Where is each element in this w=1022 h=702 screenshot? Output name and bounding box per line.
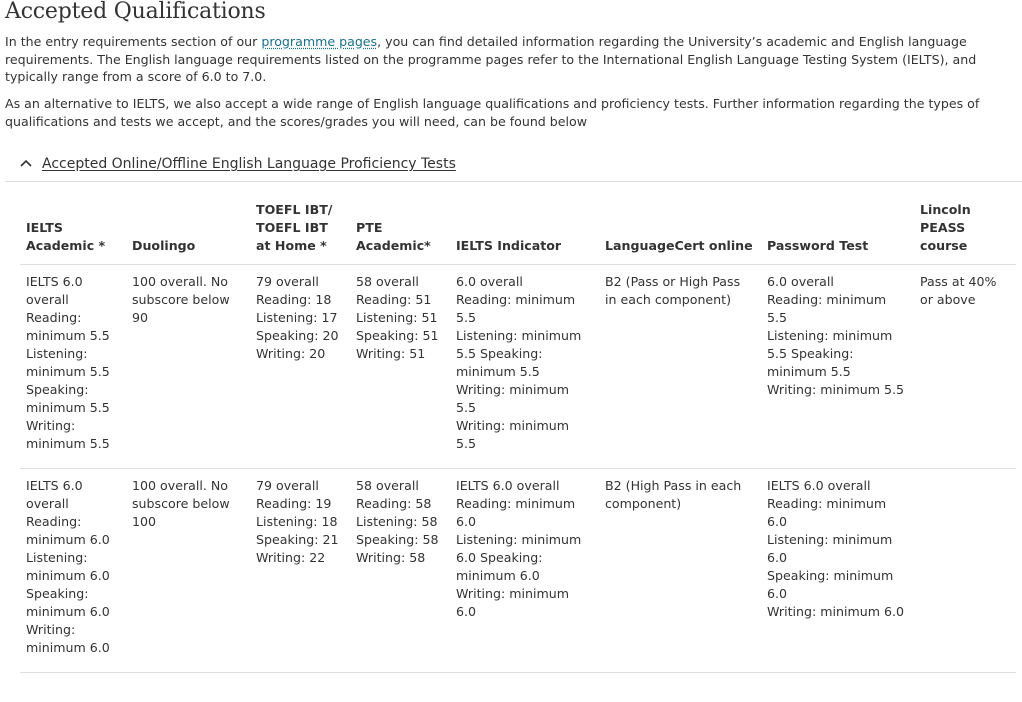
cell-text: Writing: minimum 5.5 (767, 382, 905, 397)
cell-text: Reading: minimum 5.5 (767, 292, 887, 325)
cell-text: Writing: 22 (256, 550, 326, 565)
table-cell (914, 265, 1016, 469)
cell-text: Listening: minimum 6.0 Speaking: minimum 6.0 (456, 532, 582, 583)
table-cell (126, 265, 250, 469)
cell-text: IELTS 6.0 overall (26, 274, 83, 307)
cell-text: Reading: 58 (356, 496, 432, 511)
cell-text: Listening: 58 (356, 514, 438, 529)
table-cell (599, 265, 761, 469)
cell-text: Reading: minimum 6.0 (767, 496, 887, 529)
cell-text: Speaking: 21 (256, 532, 339, 547)
cell-text: Writing: minimum 6.0 (26, 622, 110, 655)
cell-text: Writing: 58 (356, 550, 426, 565)
cell-text: Listening: minimum 5.5 (26, 346, 110, 379)
cell-text: Writing: 51 (356, 346, 426, 361)
cell-text: Reading: minimum 6.0 (456, 496, 576, 529)
chevron-up-icon (19, 157, 33, 169)
cell-text: 6.0 overall (456, 274, 523, 289)
accordion-toggle-proficiency-tests[interactable] (5, 150, 1022, 182)
cell-text: Reading: 51 (356, 292, 432, 307)
cell-text: 79 overall (256, 274, 319, 289)
cell-text: 6.0 overall (767, 274, 834, 289)
table-cell (250, 265, 350, 469)
cell-text: Reading: 18 (256, 292, 332, 307)
cell-text: IELTS 6.0 overall (26, 478, 83, 511)
table-cell (350, 265, 450, 469)
table-body (20, 265, 1016, 673)
accordion-title[interactable]: Accepted Online/Offline English Language Proficiency Tests (42, 156, 456, 172)
cell-text: Writing: 20 (256, 346, 326, 361)
column-header: TOEFL IBT/ TOEFL IBT at Home * (250, 199, 350, 265)
table-row (20, 469, 1016, 673)
column-header: Lincoln PEASS course (914, 199, 1016, 265)
intro-paragraph-1 (5, 33, 1005, 86)
cell-text: Listening: 17 (256, 310, 338, 325)
cell-text: 58 overall (356, 478, 419, 493)
cell-text: Listening: minimum 5.5 Speaking: minimum 5.5 (456, 328, 582, 379)
cell-text: Listening: 18 (256, 514, 338, 529)
column-header: IELTS Indicator (450, 199, 599, 265)
programme-pages-link[interactable]: programme pages (261, 34, 378, 49)
cell-text: Writing: minimum 5.5 (456, 382, 569, 415)
table-cell (350, 469, 450, 673)
cell-text: 58 overall (356, 274, 419, 289)
cell-text: B2 (Pass or High Pass in each component) (605, 274, 741, 307)
table-cell (250, 469, 350, 673)
table-header-row (20, 199, 1016, 265)
table-cell (450, 265, 599, 469)
cell-text: Reading: minimum 5.5 (456, 292, 576, 325)
cell-text: 100 overall. No subscore below 100 (132, 478, 230, 529)
cell-text: Reading: 19 (256, 496, 332, 511)
cell-text: Speaking: minimum 5.5 (26, 382, 110, 415)
page-title: Accepted Qualifications (5, 0, 266, 24)
cell-text: Writing: minimum 5.5 (456, 418, 569, 451)
cell-text: B2 (High Pass in each component) (605, 478, 742, 511)
table-cell (761, 469, 914, 673)
intro-paragraph-2: As an alternative to IELTS, we also accept a wide range of English language qualifications and proficiency tests. Further information regarding the types of qualifications and tests we accept, and the scores/grades you will need, can be found below (5, 96, 980, 129)
column-header: Password Test (761, 199, 914, 265)
table-cell (126, 469, 250, 673)
cell-text: Writing: minimum 6.0 (456, 586, 569, 619)
cell-text: Speaking: 20 (256, 328, 339, 343)
table-cell (20, 469, 126, 673)
cell-text: Reading: minimum 5.5 (26, 310, 110, 343)
table-head (20, 199, 1016, 265)
table-cell (761, 265, 914, 469)
cell-text: Speaking: minimum 6.0 (26, 586, 110, 619)
cell-text: Reading: minimum 6.0 (26, 514, 110, 547)
cell-text: Listening: minimum 6.0 (26, 550, 110, 583)
table-cell (450, 469, 599, 673)
intro-text-before-link: In the entry requirements section of our (5, 34, 262, 49)
intro-text-after-link: , you can find detailed information regarding the University’s academic and English language requirements. The English language requirements listed on the programme pages refer to the International English Language Testing System (IELTS), and typically range from a score of 6.0 to 7.0. (5, 34, 977, 84)
cell-text: Speaking: 51 (356, 328, 439, 343)
cell-text: Listening: minimum 5.5 Speaking: minimum 5.5 (767, 328, 893, 379)
qualifications-table-container (20, 199, 1016, 673)
cell-text: Listening: 51 (356, 310, 438, 325)
cell-text: IELTS 6.0 overall (456, 478, 560, 493)
column-header: Duolingo (126, 199, 250, 265)
cell-text: Writing: minimum 5.5 (26, 418, 110, 451)
cell-text: IELTS 6.0 overall (767, 478, 871, 493)
column-header: PTE Academic* (350, 199, 450, 265)
cell-text: Listening: minimum 6.0 (767, 532, 893, 565)
column-header: LanguageCert online (599, 199, 761, 265)
cell-text: Pass at 40% or above (920, 274, 997, 307)
cell-text: Writing: minimum 6.0 (767, 604, 905, 619)
table-row (20, 265, 1016, 469)
cell-text: Speaking: 58 (356, 532, 439, 547)
table-cell (599, 469, 761, 673)
cell-text: 79 overall (256, 478, 319, 493)
cell-text: Speaking: minimum 6.0 (767, 568, 894, 601)
qualifications-table (20, 199, 1016, 673)
table-cell (20, 265, 126, 469)
table-cell (914, 469, 1016, 673)
cell-text: 100 overall. No subscore below 90 (132, 274, 230, 325)
column-header: IELTS Academic * (20, 199, 126, 265)
